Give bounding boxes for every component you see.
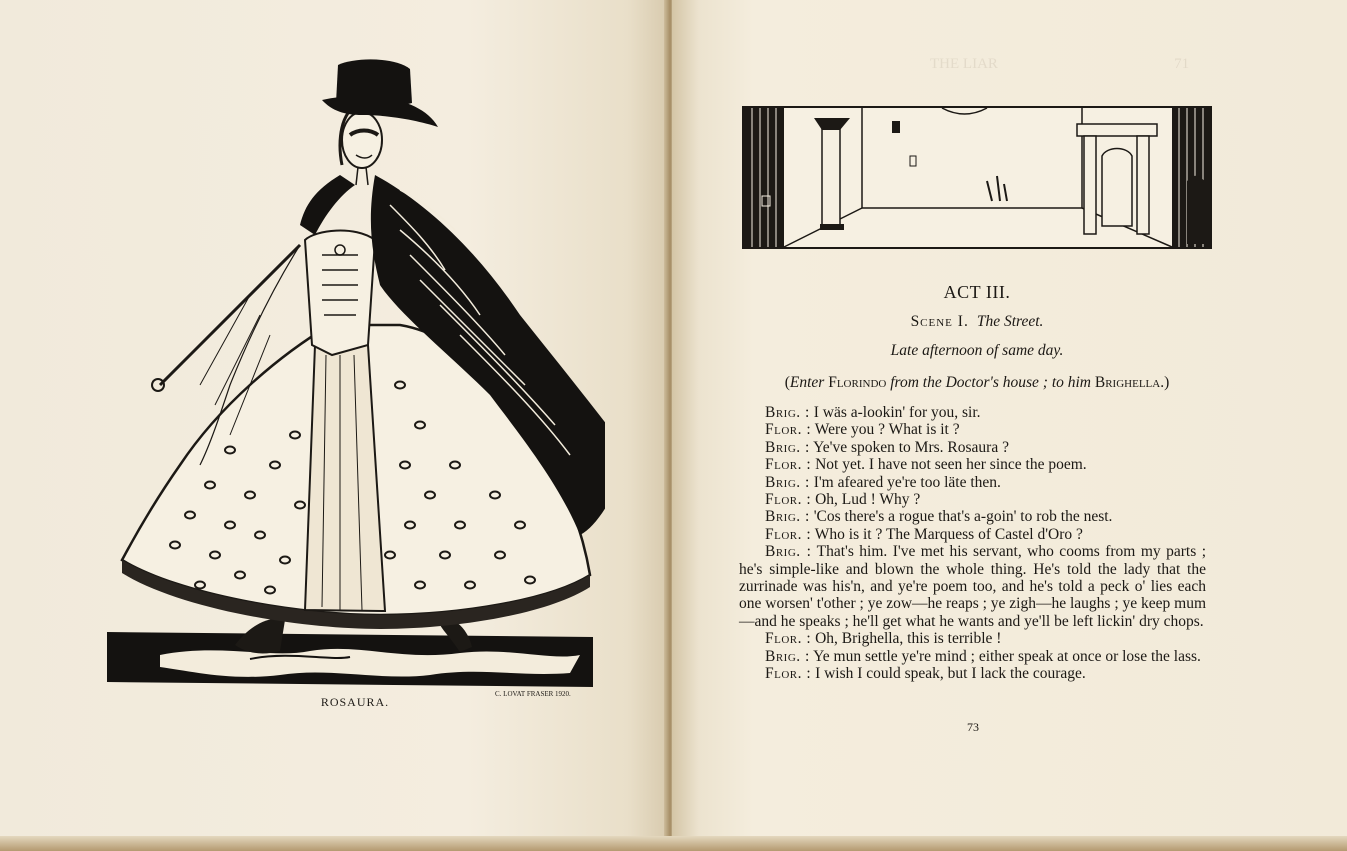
dialogue-line [739, 526, 1206, 543]
stage-set-vignette [742, 106, 1212, 249]
dialogue-line [739, 474, 1206, 491]
speech: 'Cos there's a rogue that's a-goin' to rob the nest. [809, 508, 1113, 526]
left-page [0, 0, 668, 851]
scene-label: Scene I. [910, 313, 969, 330]
speaker: Brig. : [765, 404, 810, 421]
speaker: Flor. : [765, 421, 812, 439]
dialogue-line [739, 456, 1206, 473]
dialogue-line [739, 648, 1206, 665]
stage-direction [742, 374, 1212, 392]
dialogue-line [739, 508, 1206, 525]
page-number: 73 [967, 720, 979, 734]
enter-word: Enter [789, 374, 829, 391]
speaker: Brig. : [765, 508, 810, 526]
dialogue-line [739, 630, 1206, 647]
character-brighella: Brighella [1094, 374, 1161, 391]
scene-heading [742, 313, 1212, 331]
speech: I wish I could speak, but I lack the courage. [811, 665, 1086, 683]
speech: Not yet. I have not seen her since the poem. [811, 456, 1087, 474]
dialogue-line [739, 491, 1206, 508]
speech: I wäs a-lookin' for you, sir. [809, 404, 981, 421]
book-bottom-edge [0, 836, 1347, 851]
dialogue-line [739, 543, 1206, 630]
speaker: Brig. : [765, 543, 812, 561]
artist-signature: C. LOVAT FRASER 1920. [495, 690, 571, 698]
dialogue-line [739, 404, 1206, 421]
illustration-caption: ROSAURA. [320, 695, 390, 709]
scene-time: Late afternoon of same day. [890, 342, 1064, 359]
speech: Were you ? What is it ? [811, 421, 960, 439]
speech: Oh, Brighella, this is terrible ! [811, 630, 1002, 648]
speech: Ye mun settle ye're mind ; either speak at once or lose the lass. [809, 647, 1201, 665]
paren-open: ( [784, 374, 790, 391]
rosaura-illustration [100, 55, 605, 700]
speaker: Brig. : [765, 647, 810, 665]
speech: Ye've spoken to Mrs. Rosaura ? [809, 438, 1009, 456]
paren-close: .) [1160, 374, 1170, 391]
speaker: Flor. : [765, 491, 812, 509]
dialogue-block [739, 404, 1206, 683]
speaker: Brig. : [765, 473, 810, 491]
speech: I'm afeared ye're too läte then. [809, 473, 1001, 491]
dialogue-line [739, 439, 1206, 456]
speech: Who is it ? The Marquess of Castel d'Oro ? [811, 525, 1083, 543]
show-through-text: THE LIAR 71 [930, 56, 1190, 72]
speaker: Brig. : [765, 438, 810, 456]
character-florindo: Florindo [828, 374, 887, 391]
act-title: ACT III. [943, 282, 1011, 302]
stage-direction-text: from the Doctor's house ; to him [886, 374, 1095, 391]
scene-place: The Street. [976, 313, 1044, 330]
speaker: Flor. : [765, 630, 812, 648]
speaker: Flor. : [765, 525, 812, 543]
speaker: Flor. : [765, 665, 812, 683]
speech: That's him. I've met his servant, who cooms from my parts ; he's simple-like and blown the whole thing. He's told the lady that the zurrinade was his'n, and ye're poem too, and he's told a peck o' lies each one worsen' t'other ; ye zow—he reaps ; ye zigh—he laughs ; ye keep mum—and he speaks ; he'll get what he wants and ye'll be left lickin' dry chops. [739, 543, 1207, 630]
dialogue-line [739, 665, 1206, 682]
dialogue-line [739, 421, 1206, 438]
speaker: Flor. : [765, 456, 812, 474]
speech: Oh, Lud ! Why ? [811, 491, 921, 509]
